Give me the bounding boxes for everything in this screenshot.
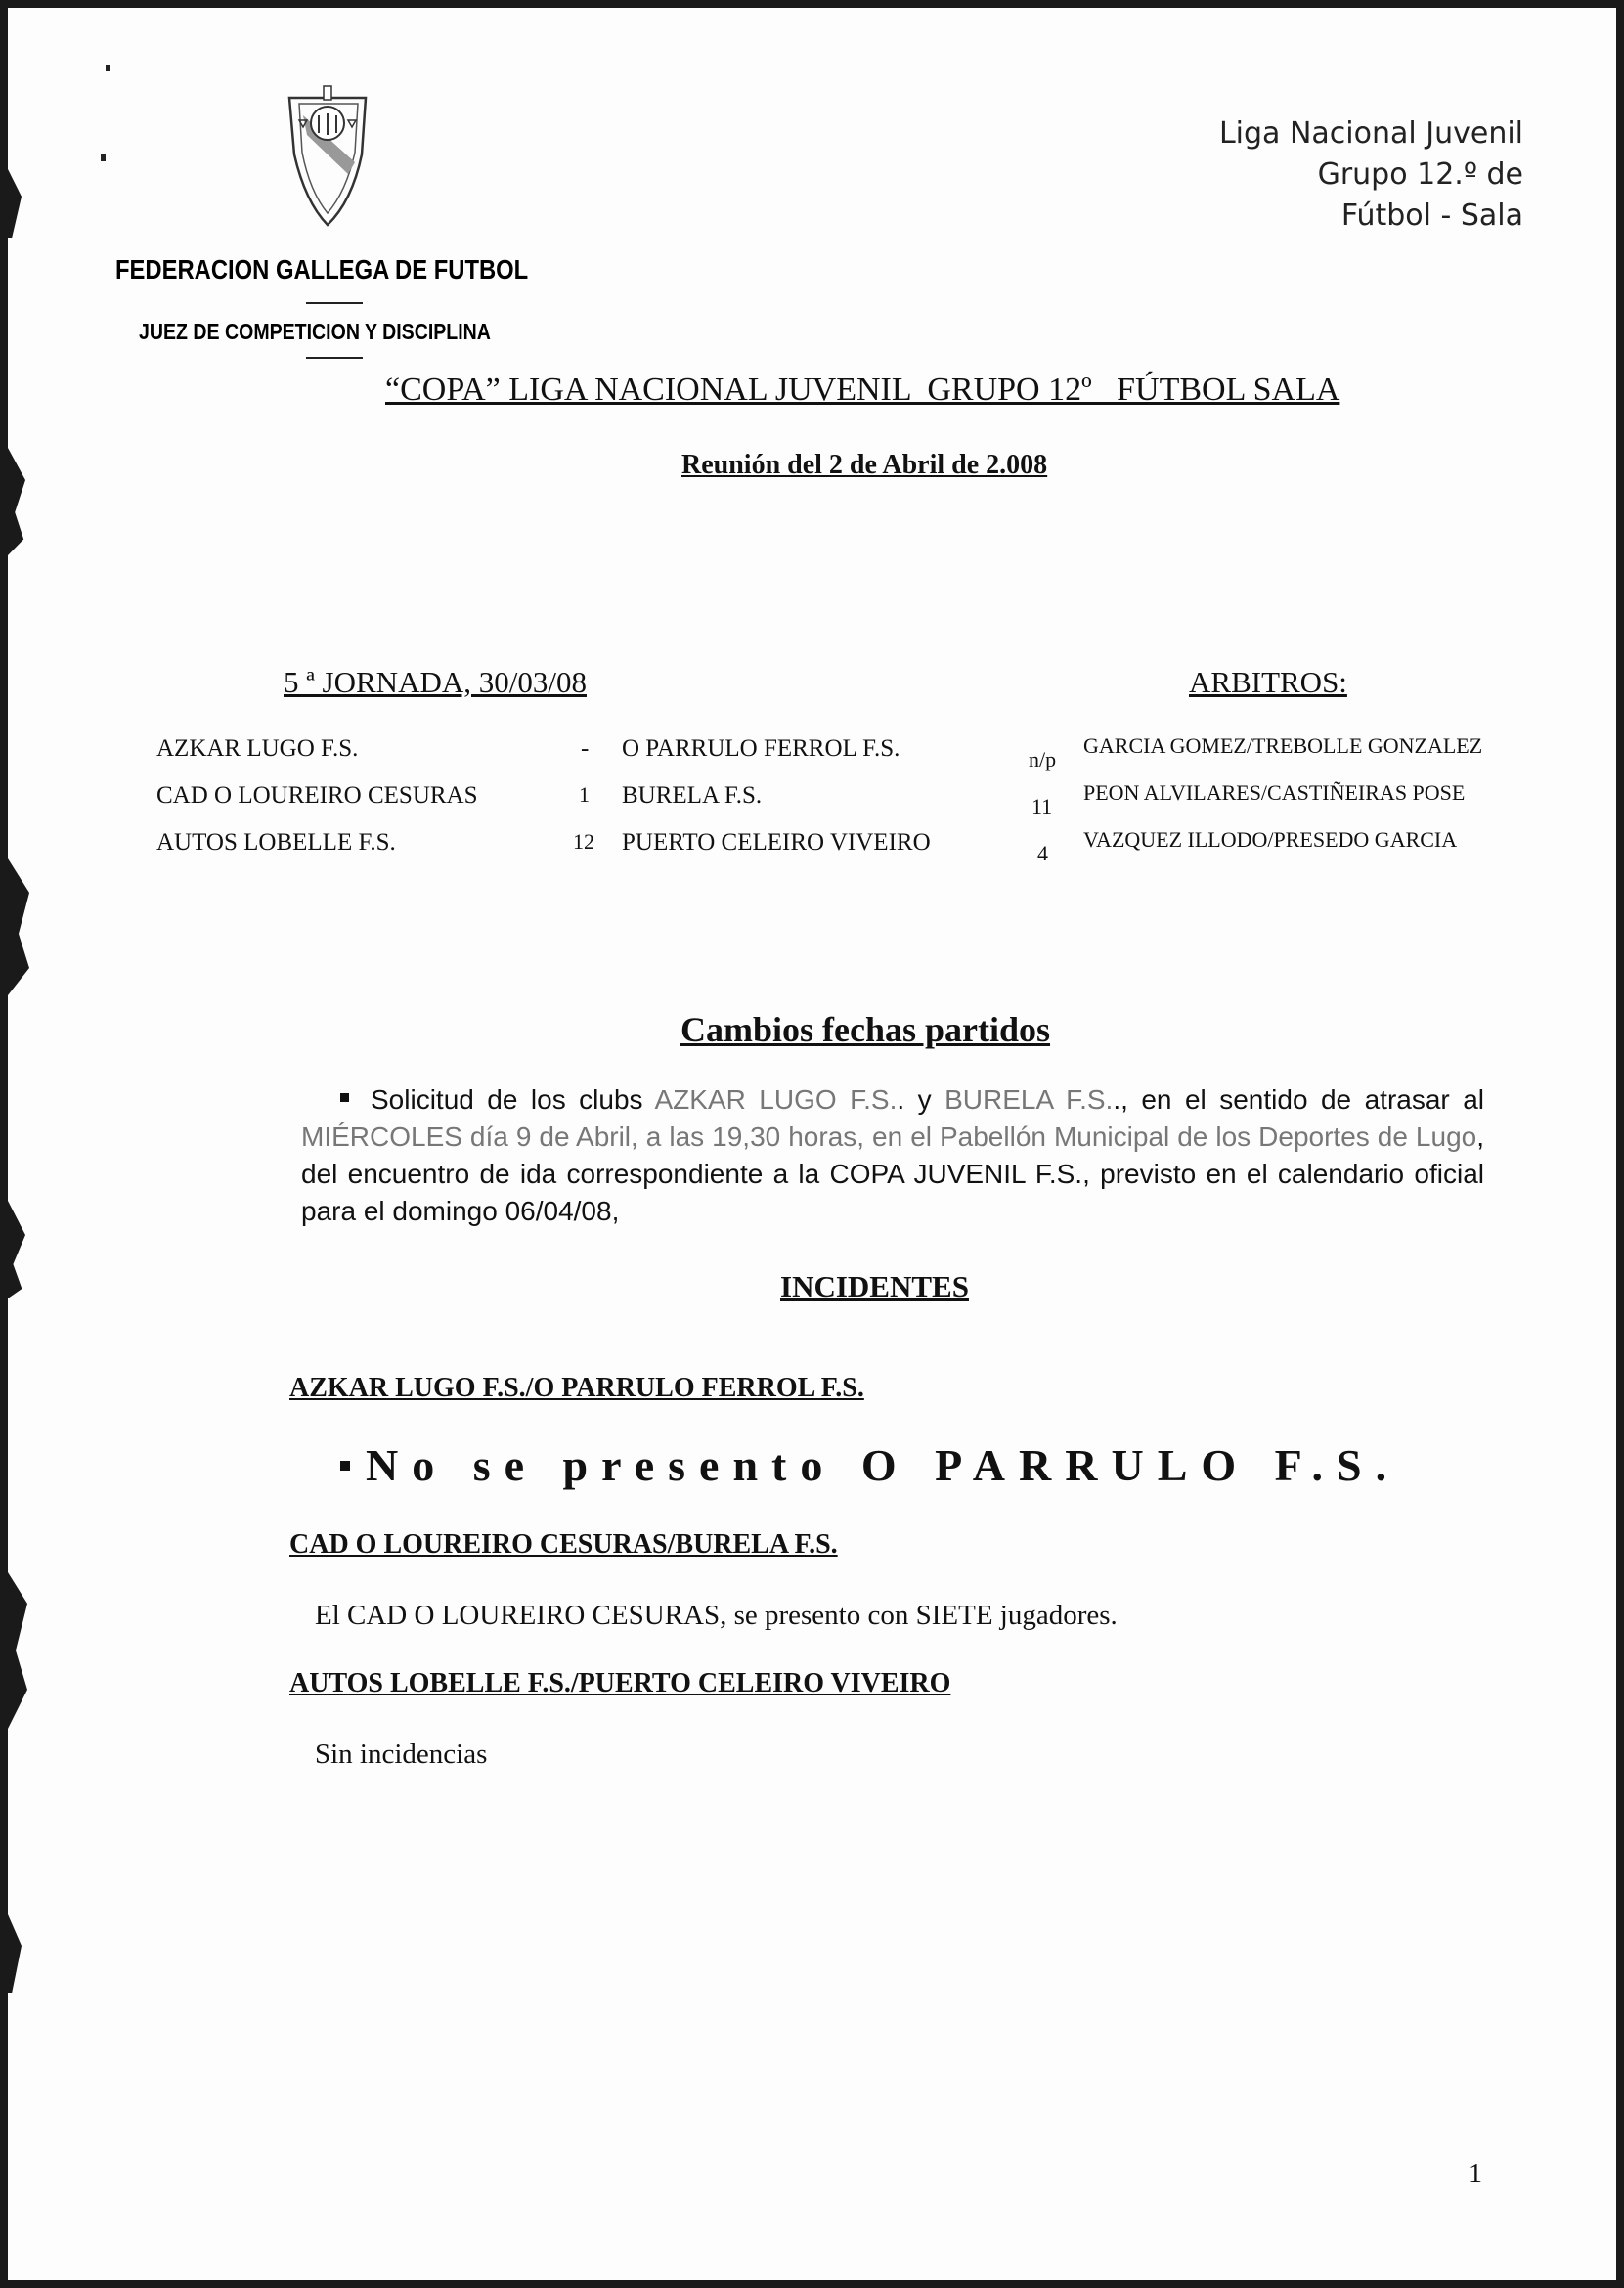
incidents-heading: INCIDENTES bbox=[780, 1269, 969, 1303]
home-score: 12 bbox=[573, 829, 594, 854]
page-edge-mark bbox=[8, 858, 29, 995]
away-score: 11 bbox=[1031, 794, 1053, 818]
divider bbox=[306, 302, 363, 304]
document-page bbox=[8, 8, 1616, 2280]
league-line: Liga Nacional Juvenil bbox=[1218, 116, 1523, 151]
referees: PEON ALVILARES/CASTIÑEIRAS POSE bbox=[1083, 780, 1466, 805]
page-edge-mark bbox=[8, 1201, 25, 1298]
text: , del encuentro de ida correspondiente a la COPA JUVENIL F.S., previsto en el calendario oficial para el domingo 06/04/08, bbox=[301, 1122, 1484, 1226]
referees: VAZQUEZ ILLODO/PRESEDO GARCIA bbox=[1083, 827, 1458, 852]
text: ., en el sentido de atrasar al bbox=[1113, 1084, 1485, 1115]
bullet-icon bbox=[340, 1093, 349, 1102]
home-team: AUTOS LOBELLE F.S. bbox=[156, 829, 396, 856]
home-score: - bbox=[581, 735, 590, 762]
club-name: AZKAR LUGO F.S. bbox=[654, 1084, 898, 1115]
punch-dot bbox=[106, 65, 110, 71]
federation-name: FEDERACION GALLEGA DE FUTBOL bbox=[115, 254, 529, 285]
page-number: 1 bbox=[1469, 2159, 1482, 2189]
away-score: n/p bbox=[1029, 747, 1057, 771]
away-team: O PARRULO FERROL F.S. bbox=[622, 735, 900, 762]
changes-heading: Cambios fechas partidos bbox=[680, 1010, 1051, 1049]
meeting-date: Reunión del 2 de Abril de 2.008 bbox=[681, 450, 1048, 480]
new-date: MIÉRCOLES día 9 de Abril, a las 19,30 horas, en el Pabellón Municipal de los Deportes de Lugo bbox=[301, 1122, 1477, 1152]
office-name: JUEZ DE COMPETICION Y DISCIPLINA bbox=[139, 319, 491, 344]
incident-text: Sin incidencias bbox=[315, 1738, 488, 1770]
away-team: BURELA F.S. bbox=[622, 782, 763, 809]
home-score: 1 bbox=[579, 782, 590, 807]
text: . y bbox=[897, 1084, 945, 1115]
changes-paragraph bbox=[301, 1081, 1484, 1230]
league-header bbox=[1219, 113, 1523, 237]
page-edge-mark bbox=[8, 448, 25, 555]
page-edge-mark bbox=[8, 169, 22, 238]
text: Solicitud de los clubs bbox=[371, 1084, 655, 1115]
home-team: AZKAR LUGO F.S. bbox=[156, 735, 359, 762]
federation-crest-icon bbox=[280, 76, 377, 233]
club-name: BURELA F.S. bbox=[944, 1084, 1114, 1115]
page-edge-mark bbox=[8, 1914, 22, 1993]
referees-label: ARBITROS: bbox=[1189, 665, 1347, 699]
incident-match: AUTOS LOBELLE F.S./PUERTO CELEIRO VIVEIRO bbox=[289, 1668, 951, 1698]
league-line: Fútbol - Sala bbox=[1340, 198, 1523, 233]
round-label: 5 ª JORNADA, 30/03/08 bbox=[284, 665, 587, 699]
bullet-icon bbox=[340, 1461, 350, 1471]
home-team: CAD O LOUREIRO CESURAS bbox=[156, 782, 478, 809]
divider bbox=[306, 357, 363, 359]
punch-dot bbox=[101, 154, 106, 161]
incident-match: CAD O LOUREIRO CESURAS/BURELA F.S. bbox=[289, 1529, 838, 1560]
league-line: Grupo 12.º de bbox=[1317, 157, 1523, 192]
page-title: “COPA” LIGA NACIONAL JUVENIL GRUPO 12º FÚTBOL SALA bbox=[385, 372, 1340, 408]
page-edge-mark bbox=[8, 1572, 27, 1729]
away-team: PUERTO CELEIRO VIVEIRO bbox=[622, 829, 931, 856]
referees: GARCIA GOMEZ/TREBOLLE GONZALEZ bbox=[1083, 733, 1483, 758]
incident-text-content: No se presento O PARRULO F.S. bbox=[366, 1440, 1401, 1490]
incident-match: AZKAR LUGO F.S./O PARRULO FERROL F.S. bbox=[289, 1373, 864, 1403]
incident-text bbox=[340, 1439, 1400, 1491]
incident-text: El CAD O LOUREIRO CESURAS, se presento con SIETE jugadores. bbox=[315, 1600, 1118, 1631]
away-score: 4 bbox=[1037, 841, 1048, 865]
